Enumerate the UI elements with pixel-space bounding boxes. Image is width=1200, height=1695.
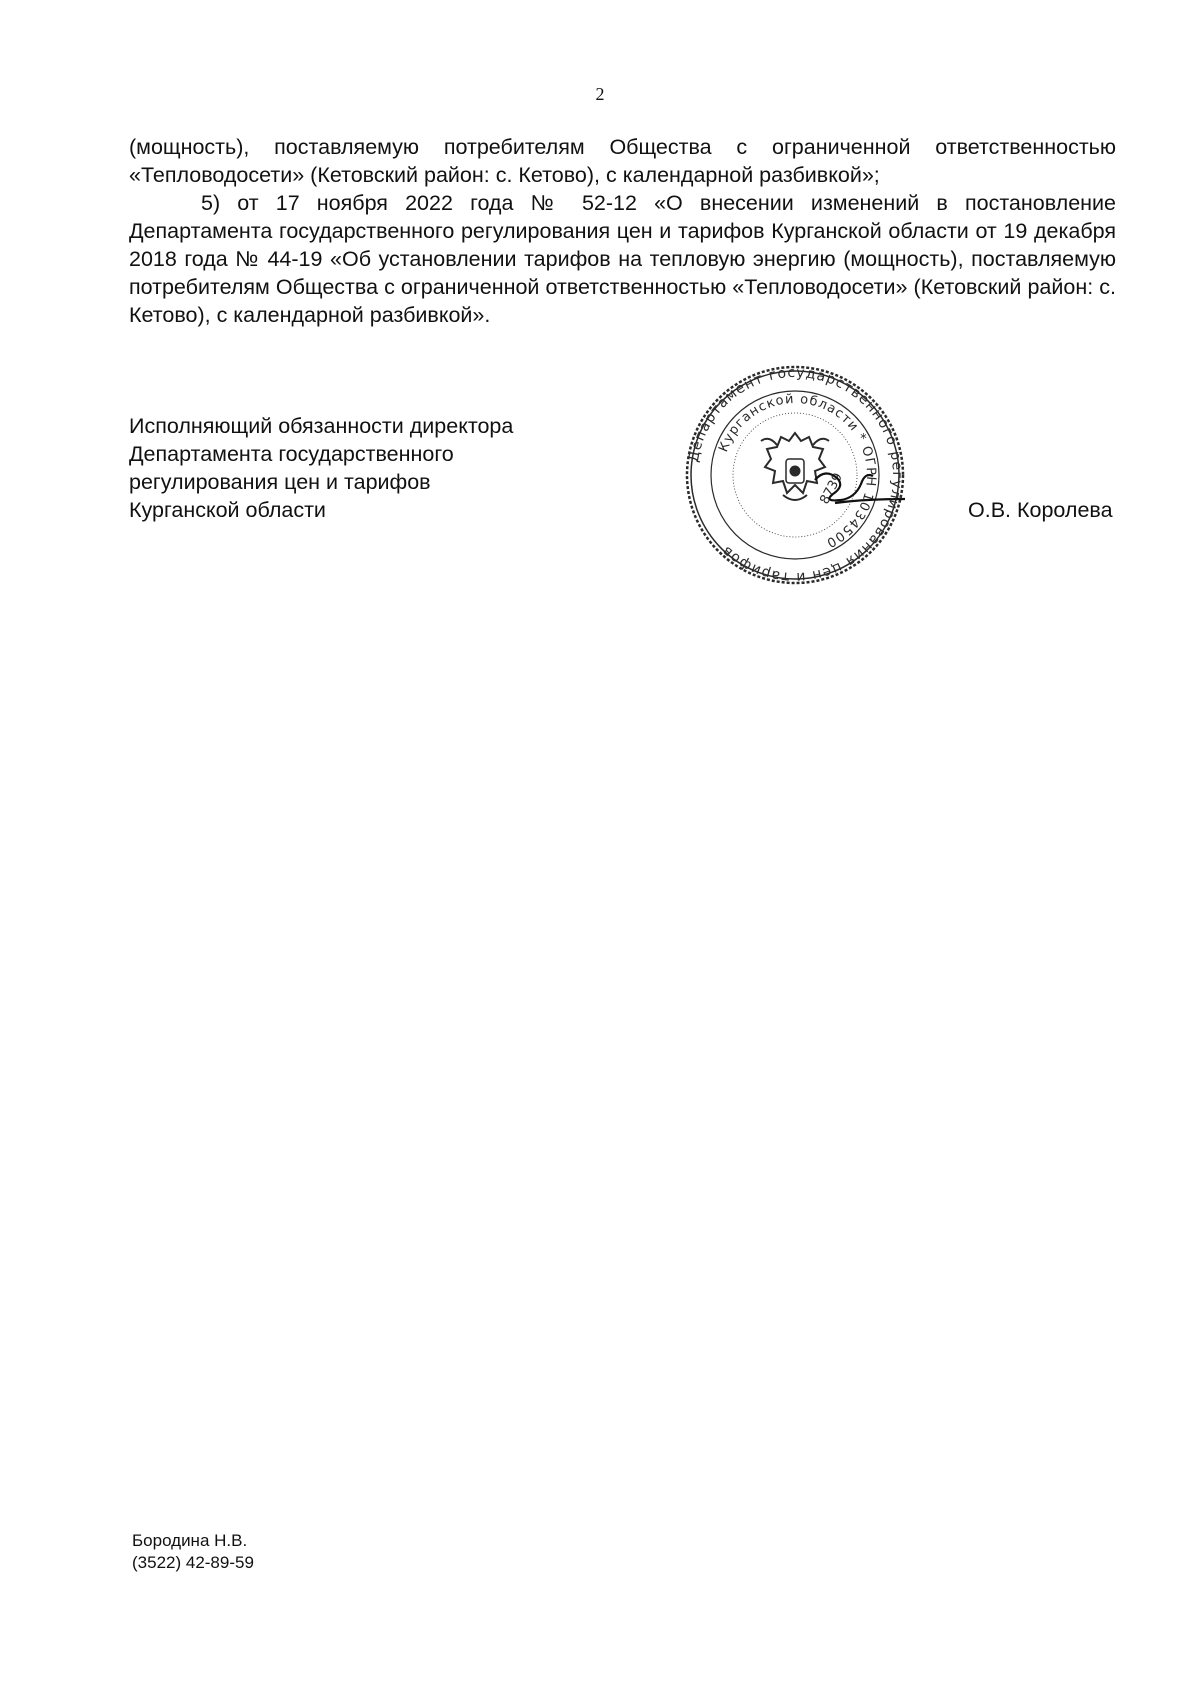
footer-contact (132, 1530, 254, 1574)
paragraph-item-5: 5) от 17 ноября 2022 года № 52-12 «О внесении изменений в постановление Департамента государственного регулирования цен и тарифов Курганской области от 19 декабря 2018 года № 44-19 «Об установлении тарифов на тепловую энергию (мощность), поставляемую потребителям Общества с ограниченной ответственностью «Тепловодосети» (Кетовский район: с. Кетово), с календарной разбивкой». (129, 191, 1116, 327)
signatory-position (129, 412, 589, 524)
coat-of-arms-icon (761, 433, 829, 500)
paragraph-continuation: (мощность), поставляемую потребителям Общества с ограниченной ответственностью «Тепловодосети» (Кетовский район: с. Кетово), с календарной разбивкой»; (129, 135, 1116, 187)
seal-outer-text: Департамент государственного регулирования цен и тарифов (685, 364, 906, 586)
signatory-position-line: регулирования цен и тарифов (129, 470, 431, 494)
signatory-position-line: Департамента государственного (129, 442, 454, 466)
author-phone: (3522) 42-89-59 (132, 1553, 254, 1572)
signatory-position-line: Курганской области (129, 498, 326, 522)
official-seal-icon (665, 355, 925, 595)
author-name: Бородина Н.В. (132, 1531, 248, 1550)
seal-inner-text: Курганской области * ОГРН 1034500 (716, 391, 879, 551)
page-number: 2 (595, 84, 605, 104)
signatory-name: О.В. Королева (968, 498, 1113, 522)
signatory-position-line: Исполняющий обязанности директора (129, 414, 514, 438)
seal-number: 8739 (817, 470, 847, 507)
body-text (129, 133, 1116, 329)
